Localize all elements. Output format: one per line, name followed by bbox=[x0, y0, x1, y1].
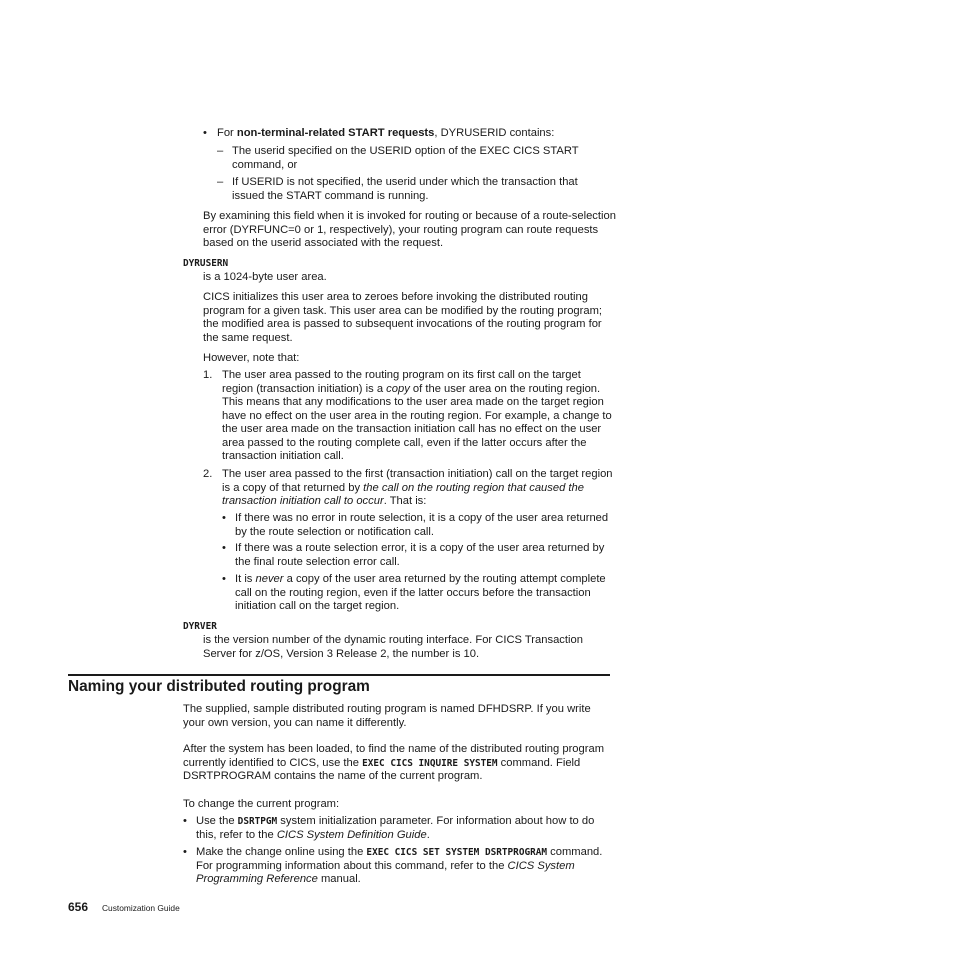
text-run: The user area passed to the routing program on its first call on the target region (transaction initiation) is a bbox=[222, 369, 581, 395]
text-run: After the system has been loaded, to find the name of the distributed routing program currently identified to CICS, use the bbox=[183, 743, 605, 769]
list-item-text: If there was no error in route selection, it is a copy of the user area returned by the route selection or notification call. bbox=[235, 512, 609, 538]
bullet-marker: • bbox=[222, 573, 226, 585]
paragraph: CICS initializes this user area to zeroes before invoking the distributed routing program for a given task. This user area can be modified by the routing program; the modified area is passed to subsequent invocations of the routing program for the same request. bbox=[203, 291, 603, 344]
field-definition: is a 1024-byte user area. bbox=[203, 271, 327, 283]
number-marker: 2. bbox=[203, 468, 213, 480]
list-item bbox=[217, 176, 597, 203]
list-item-text: If there was a route selection error, it is a copy of the user area returned by the final route selection error call. bbox=[235, 542, 605, 568]
paragraph: The supplied, sample distributed routing program is named DFHDSRP. If you write your own version, you can name it differently. bbox=[183, 703, 591, 729]
text-run: command. Field DSRTPROGRAM contains the name of the current program. bbox=[183, 756, 581, 782]
code-text: EXEC CICS SET SYSTEM DSRTPROGRAM bbox=[366, 847, 548, 858]
list-item bbox=[222, 542, 614, 569]
numbered-item bbox=[203, 468, 613, 509]
text-run: The user area passed to the first (transaction initiation) call on the target region is a copy of that returned by bbox=[222, 468, 613, 494]
paragraph: However, note that: bbox=[203, 352, 300, 364]
list-item bbox=[222, 512, 614, 539]
list-item bbox=[222, 573, 614, 614]
bullet-marker: • bbox=[203, 127, 207, 139]
text-run: , DYRUSERID contains: bbox=[434, 127, 555, 139]
code-text: DSRTPGM bbox=[237, 816, 278, 827]
field-definition: is the version number of the dynamic routing interface. For CICS Transaction Server for z/OS, Version 3 Release 2, the number is 10. bbox=[203, 634, 583, 660]
list-item bbox=[183, 815, 613, 842]
field-term-dyrver: DYRVER bbox=[183, 621, 217, 632]
dash-marker: – bbox=[217, 145, 224, 157]
dash-marker: – bbox=[217, 176, 224, 188]
list-item bbox=[203, 127, 623, 141]
italic-text: never bbox=[255, 573, 284, 585]
text-run: Use the bbox=[196, 815, 238, 827]
field-term-dyrusern: DYRUSERN bbox=[183, 258, 229, 269]
paragraph: To change the current program: bbox=[183, 798, 340, 810]
italic-text: the call on the routing region that caused the transaction initiation call to occur bbox=[222, 481, 584, 507]
text-run: For bbox=[217, 127, 237, 139]
text-run: . That is: bbox=[383, 495, 427, 507]
bullet-marker: • bbox=[222, 512, 226, 524]
text-run: command. For programming information about this command, refer to the bbox=[196, 846, 603, 872]
code-text: EXEC CICS INQUIRE SYSTEM bbox=[362, 757, 498, 769]
italic-text: CICS System Programming Reference bbox=[196, 859, 575, 885]
section-heading: Naming your distributed routing program bbox=[68, 678, 370, 695]
italic-text: CICS System Definition Guide bbox=[276, 828, 427, 841]
bold-text: non-terminal-related START requests bbox=[236, 127, 435, 139]
text-run: a copy of the user area returned by the routing attempt complete call on the routing region, even if the latter occurs before the transaction initiation call on the target region. bbox=[235, 573, 606, 612]
list-item bbox=[183, 846, 613, 887]
text-run: . bbox=[426, 828, 430, 841]
text-run: system initialization parameter. For information about how to do this, refer to the bbox=[196, 815, 595, 841]
text-run: Make the change online using the bbox=[196, 846, 367, 858]
italic-text: copy bbox=[386, 382, 410, 395]
numbered-item bbox=[203, 369, 613, 464]
paragraph: By examining this field when it is invoked for routing or because of a route-selection error (DYRFUNC=0 or 1, respectively), your routing program can route requests based on the userid associated with the request. bbox=[203, 210, 616, 249]
text-run: It is bbox=[235, 573, 256, 585]
bullet-marker: • bbox=[222, 542, 226, 554]
list-item-text: The userid specified on the USERID option of the EXEC CICS START command, or bbox=[232, 145, 579, 171]
section-rule bbox=[68, 674, 610, 676]
list-item bbox=[217, 145, 597, 172]
footer-title: Customization Guide bbox=[102, 903, 180, 913]
bullet-marker: • bbox=[183, 815, 187, 827]
number-marker: 1. bbox=[203, 369, 213, 381]
paragraph bbox=[183, 743, 613, 784]
page-number: 656 bbox=[68, 900, 89, 914]
text-run: manual. bbox=[317, 873, 361, 885]
bullet-marker: • bbox=[183, 846, 187, 858]
list-item-text: If USERID is not specified, the userid under which the transaction that issued the START command is running. bbox=[232, 176, 578, 202]
text-run: of the user area on the routing region. This means that any modifications to the user area made on the target region have no effect on the user area in the routing region. For example, a change to the user area made on the transaction initiation call has no effect on the user area passed to the routing complete call, even if the latter occurs after the transaction initiation call. bbox=[222, 382, 612, 462]
